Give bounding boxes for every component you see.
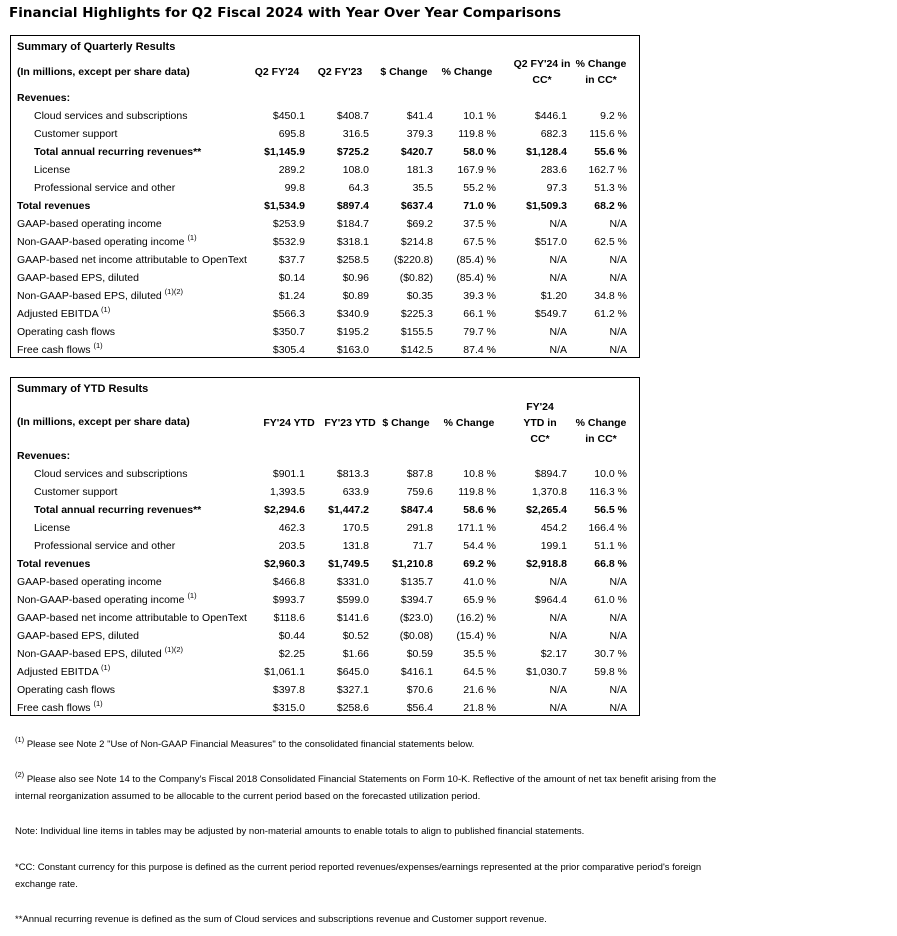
cell-cc-percent-change: 10.0 % [594,468,627,480]
row-label-text: Total annual recurring revenues** [34,146,202,158]
row-label [34,107,188,125]
cell-percent-change: 71.0 % [463,200,496,212]
cell-prior: $645.0 [336,666,369,678]
quarterly-header-col2: Q2 FY'23 [317,66,363,78]
footnote-1-marker: (1) [15,735,25,744]
cell-cc-value: 682.3 [540,128,567,140]
row-label [34,501,201,519]
footnote-reference: (1) [93,341,103,350]
cell-current: $2,960.3 [264,558,305,570]
cell-percent-change: 69.2 % [463,558,496,570]
cell-percent-change: (15.4) % [456,630,496,642]
ytd-revenues-heading-row [11,447,639,465]
cell-cc-percent-change: N/A [609,326,627,338]
cell-percent-change: 37.5 % [463,218,496,230]
cell-cc-percent-change: 61.2 % [594,308,627,320]
row-label [34,483,117,501]
cell-cc-percent-change: 62.5 % [594,236,627,248]
cell-dollar-change: $416.1 [400,666,433,678]
cell-cc-value: $517.0 [534,236,567,248]
cell-current: $0.14 [278,272,305,284]
quarterly-header-col4: % Change [441,66,493,78]
cell-dollar-change: $69.2 [406,218,433,230]
row-label-text: GAAP-based operating income [17,218,162,230]
cell-cc-value: 199.1 [540,540,567,552]
cell-percent-change: (85.4) % [456,254,496,266]
quarterly-revenues-label: Revenues: [17,92,71,104]
table-row [11,573,639,591]
cell-current: $1.24 [278,290,305,302]
cell-dollar-change: 379.3 [406,128,433,140]
table-row [11,197,639,215]
cell-cc-value: N/A [549,630,567,642]
cell-prior: $163.0 [336,344,369,356]
row-label-text: GAAP-based EPS, diluted [17,630,139,642]
row-label-text: Non-GAAP-based operating income [17,236,185,248]
quarterly-header-col5: Q2 FY'24 in CC* [513,58,571,86]
row-label-text: Operating cash flows [17,326,116,338]
cell-current: 695.8 [278,128,305,140]
cell-prior: 170.5 [342,522,369,534]
row-label [34,161,70,179]
table-row [11,465,639,483]
cell-percent-change: 58.6 % [463,504,496,516]
row-label-text: Operating cash flows [17,684,116,696]
cell-percent-change: 58.0 % [463,146,496,158]
cell-prior: $318.1 [336,236,369,248]
row-label [17,233,197,251]
cell-cc-percent-change: 61.0 % [594,594,627,606]
table-row [11,699,639,717]
table-row [11,305,639,323]
row-label-text: Adjusted EBITDA [17,308,99,320]
table-row [11,107,639,125]
table-row [11,483,639,501]
cell-dollar-change: $155.5 [400,326,433,338]
cell-cc-value: $2,918.8 [526,558,567,570]
cell-cc-value: $2,265.4 [526,504,567,516]
cell-cc-value: $2.17 [540,648,567,660]
row-label [17,251,247,269]
cell-dollar-change: ($220.8) [393,254,433,266]
cell-dollar-change: $394.7 [400,594,433,606]
cell-prior: 131.8 [342,540,369,552]
cell-prior: $408.7 [336,110,369,122]
cell-prior: $813.3 [336,468,369,480]
cell-cc-percent-change: 59.8 % [594,666,627,678]
cell-percent-change: 65.9 % [463,594,496,606]
row-label [17,323,115,341]
footnote-2-text: Please also see Note 14 to the Company's Fiscal 2018 Consolidated Financial Statements on Form 10-K. Reflective of the amount of net tax benefit arising from the internal reorganization assumed to be allocable to the current period based on the forecasted utilization period. [15,774,717,802]
cell-prior: $599.0 [336,594,369,606]
cell-cc-value: N/A [549,576,567,588]
row-label [17,287,183,305]
table-row [11,341,639,359]
cell-cc-percent-change: 66.8 % [594,558,627,570]
cell-dollar-change: $0.35 [406,290,433,302]
cell-cc-value: $1,509.3 [526,200,567,212]
row-label-text: License [34,164,71,176]
table-row [11,179,639,197]
row-label-text: Cloud services and subscriptions [34,468,188,480]
table-row [11,323,639,341]
cell-cc-percent-change: N/A [609,344,627,356]
cell-prior: 316.5 [342,128,369,140]
row-label-text: Free cash flows [17,344,91,356]
cell-cc-value: 283.6 [540,164,567,176]
cell-percent-change: 79.7 % [463,326,496,338]
cell-dollar-change: $1,210.8 [392,558,433,570]
cell-percent-change: 64.5 % [463,666,496,678]
ytd-revenues-label: Revenues: [17,450,71,462]
cell-cc-value: N/A [549,684,567,696]
footnote-reference: (1) [101,663,111,672]
footnote-2-marker: (2) [15,770,25,779]
cell-dollar-change: $70.6 [406,684,433,696]
table-row [11,125,639,143]
cell-dollar-change: $135.7 [400,576,433,588]
cell-percent-change: 119.8 % [458,486,496,498]
table-row [11,233,639,251]
row-label [34,143,201,161]
cell-cc-value: N/A [549,326,567,338]
cell-cc-percent-change: N/A [609,630,627,642]
cell-percent-change: 10.1 % [463,110,496,122]
ytd-header-col6: % Change in CC* [575,417,627,445]
cell-current: $466.8 [272,576,305,588]
cell-dollar-change: 71.7 [412,540,433,552]
row-label [17,555,90,573]
footnote-reference: (1) [93,699,103,708]
cell-cc-value: $964.4 [534,594,567,606]
row-label-text: Customer support [34,128,118,140]
cell-percent-change: 10.8 % [463,468,496,480]
ytd-header-col2: FY'23 YTD [324,417,376,429]
cell-cc-percent-change: N/A [609,272,627,284]
table-row [11,501,639,519]
cell-dollar-change: ($23.0) [399,612,433,624]
row-label-text: Total revenues [17,558,91,570]
cell-current: 289.2 [278,164,305,176]
row-label-text: License [34,522,71,534]
cell-cc-value: N/A [549,254,567,266]
cell-prior: $1.66 [342,648,369,660]
row-label [17,591,197,609]
row-label [17,573,162,591]
footnote-1 [15,736,735,753]
row-label [17,663,110,681]
cell-prior: $725.2 [336,146,369,158]
cell-percent-change: 66.1 % [463,308,496,320]
row-label-text: Customer support [34,486,118,498]
footnote-reference: (1) [187,233,197,242]
cell-percent-change: 119.8 % [458,128,496,140]
cell-cc-value: N/A [549,702,567,714]
cell-current: $993.7 [272,594,305,606]
footnote-2 [15,771,735,805]
cell-percent-change: 167.9 % [457,164,496,176]
cell-dollar-change: $225.3 [400,308,433,320]
cell-cc-percent-change: 115.6 % [589,128,627,140]
row-label [34,537,175,555]
row-label-text: Total revenues [17,200,91,212]
cell-current: $397.8 [272,684,305,696]
quarterly-header-col3: $ Change [380,66,428,78]
row-label-text: Non-GAAP-based EPS, diluted [17,290,162,302]
ytd-header-col1: FY'24 YTD [263,417,315,429]
table-row [11,269,639,287]
quarterly-header-col1: Q2 FY'24 [254,66,300,78]
cell-cc-value: $894.7 [534,468,567,480]
cell-cc-percent-change: 68.2 % [594,200,627,212]
row-label [17,197,90,215]
cell-cc-value: N/A [549,218,567,230]
cell-prior: $0.96 [342,272,369,284]
cell-cc-value: 454.2 [540,522,567,534]
row-label-text: Cloud services and subscriptions [34,110,188,122]
cell-current: 203.5 [278,540,305,552]
cell-dollar-change: $142.5 [400,344,433,356]
row-label-text: GAAP-based operating income [17,576,162,588]
cell-prior: $258.5 [336,254,369,266]
page-title: Financial Highlights for Q2 Fiscal 2024 with Year Over Year Comparisons [9,5,562,21]
table-row [11,519,639,537]
table-row [11,609,639,627]
row-label-text: Non-GAAP-based operating income [17,594,185,606]
table-row [11,287,639,305]
cell-dollar-change: $87.8 [406,468,433,480]
cell-dollar-change: $41.4 [406,110,433,122]
cell-current: $305.4 [272,344,305,356]
footnote-reference: (1) [101,305,111,314]
cell-prior: 64.3 [348,182,369,194]
cell-percent-change: 55.2 % [463,182,496,194]
cell-dollar-change: ($0.82) [399,272,433,284]
cell-cc-value: $446.1 [534,110,567,122]
cell-cc-percent-change: 56.5 % [594,504,627,516]
row-label [17,609,247,627]
ytd-units-label: (In millions, except per share data) [17,416,190,428]
footnote-reference: (1)(2) [164,287,184,296]
cell-cc-value: 97.3 [546,182,567,194]
cell-cc-value: 1,370.8 [531,486,567,498]
cell-current: $0.44 [278,630,305,642]
cell-prior: $897.4 [336,200,369,212]
row-label [17,215,162,233]
cell-current: 99.8 [284,182,305,194]
row-label-text: GAAP-based net income attributable to OpenText [17,254,247,266]
footnote-1-text: Please see Note 2 "Use of Non-GAAP Financial Measures" to the consolidated financial statements below. [26,739,475,750]
footnote-annual-recurring-revenue: **Annual recurring revenue is defined as the sum of Cloud services and subscriptions revenue and Customer support revenue. [15,914,547,925]
footnote-constant-currency: *CC: Constant currency for this purpose is defined as the current period reported revenues/expenses/earnings represented at the prior comparative period's foreign exchange rate. [15,862,702,890]
cell-current: $532.9 [272,236,305,248]
cell-current: $315.0 [272,702,305,714]
quarterly-header-col6: % Change in CC* [575,58,627,86]
row-label [17,269,139,287]
row-label [34,125,117,143]
ytd-header-col4: % Change [443,417,495,429]
cell-percent-change: 35.5 % [463,648,496,660]
cell-percent-change: 21.6 % [463,684,496,696]
cell-current: $37.7 [278,254,305,266]
row-label [34,465,188,483]
row-label-text: Professional service and other [34,182,176,194]
ytd-header-col5: FY'24 YTD in CC* [523,401,557,445]
cell-prior: $0.89 [342,290,369,302]
cell-percent-change: 21.8 % [463,702,496,714]
cell-current: $253.9 [272,218,305,230]
cell-cc-percent-change: N/A [609,684,627,696]
cell-current: 1,393.5 [269,486,305,498]
cell-current: $118.6 [273,612,305,624]
row-label [17,341,103,359]
footnote-reference: (1) [187,591,197,600]
cell-dollar-change: 291.8 [406,522,433,534]
cell-percent-change: 54.4 % [463,540,496,552]
cell-prior: $1,749.5 [328,558,369,570]
cell-dollar-change: 181.3 [406,164,433,176]
row-label [17,305,110,323]
cell-dollar-change: ($0.08) [399,630,433,642]
cell-percent-change: 67.5 % [463,236,496,248]
cell-dollar-change: $214.8 [400,236,433,248]
cell-dollar-change: $847.4 [400,504,433,516]
row-label [17,645,183,663]
cell-dollar-change: $637.4 [400,200,433,212]
row-label-text: Professional service and other [34,540,176,552]
cell-prior: $327.1 [336,684,369,696]
row-label [17,627,139,645]
cell-percent-change: (16.2) % [456,612,496,624]
cell-cc-percent-change: 166.4 % [588,522,627,534]
cell-cc-value: $1.20 [540,290,567,302]
table-row [11,663,639,681]
footnote-individual-items: Note: Individual line items in tables may be adjusted by non-material amounts to enable totals to align to published financial statements. [15,826,585,837]
footnote-reference: (1)(2) [164,645,184,654]
cell-current: $566.3 [272,308,305,320]
cell-prior: $340.9 [336,308,369,320]
cell-cc-percent-change: 51.3 % [594,182,627,194]
table-row [11,591,639,609]
ytd-header-col3: $ Change [382,417,430,429]
row-label-text: Adjusted EBITDA [17,666,99,678]
cell-cc-percent-change: N/A [609,218,627,230]
row-label [34,519,70,537]
quarterly-units-label: (In millions, except per share data) [17,66,190,78]
cell-dollar-change: $420.7 [400,146,433,158]
cell-dollar-change: $0.59 [406,648,433,660]
cell-current: $1,145.9 [264,146,305,158]
cell-prior: $141.6 [336,612,369,624]
table-row [11,215,639,233]
cell-cc-percent-change: N/A [609,254,627,266]
cell-prior: 108.0 [342,164,369,176]
cell-cc-percent-change: 9.2 % [600,110,627,122]
cell-cc-percent-change: 55.6 % [594,146,627,158]
cell-prior: $195.2 [336,326,369,338]
table-row [11,537,639,555]
table-row [11,645,639,663]
table-row [11,555,639,573]
table-row [11,251,639,269]
cell-cc-percent-change: N/A [609,702,627,714]
cell-prior: $0.52 [342,630,369,642]
cell-current: $2,294.6 [264,504,305,516]
cell-dollar-change: 759.6 [406,486,433,498]
cell-cc-value: $1,128.4 [526,146,567,158]
quarterly-revenues-heading-row [11,89,639,107]
cell-percent-change: 41.0 % [463,576,496,588]
row-label [34,179,175,197]
cell-percent-change: 171.1 % [457,522,496,534]
cell-cc-value: N/A [549,344,567,356]
cell-cc-value: N/A [549,612,567,624]
cell-dollar-change: 35.5 [412,182,433,194]
table-row [11,681,639,699]
cell-dollar-change: $56.4 [406,702,433,714]
cell-cc-percent-change: 162.7 % [588,164,627,176]
cell-prior: $1,447.2 [328,504,369,516]
row-label [17,699,103,717]
cell-percent-change: (85.4) % [456,272,496,284]
row-label [17,681,115,699]
cell-current: $1,534.9 [264,200,305,212]
row-label-text: Free cash flows [17,702,91,714]
cell-cc-value: $1,030.7 [526,666,567,678]
row-label-text: Non-GAAP-based EPS, diluted [17,648,162,660]
cell-percent-change: 39.3 % [463,290,496,302]
cell-cc-value: N/A [549,272,567,284]
cell-prior: $184.7 [336,218,369,230]
cell-percent-change: 87.4 % [463,344,496,356]
row-label-text: GAAP-based EPS, diluted [17,272,139,284]
ytd-results-table [10,377,640,716]
cell-current: $350.7 [272,326,305,338]
row-label-text: Total annual recurring revenues** [34,504,202,516]
row-label-text: GAAP-based net income attributable to OpenText [17,612,247,624]
cell-cc-percent-change: 30.7 % [594,648,627,660]
ytd-table-title: Summary of YTD Results [17,383,149,395]
cell-current: $901.1 [272,468,305,480]
cell-cc-percent-change: 51.1 % [594,540,627,552]
cell-current: 462.3 [278,522,305,534]
cell-current: $2.25 [278,648,305,660]
table-row [11,161,639,179]
cell-prior: $331.0 [336,576,369,588]
cell-cc-percent-change: N/A [609,576,627,588]
table-row [11,143,639,161]
cell-cc-percent-change: N/A [609,612,627,624]
cell-current: $450.1 [272,110,305,122]
cell-cc-percent-change: 34.8 % [594,290,627,302]
quarterly-table-title: Summary of Quarterly Results [17,41,176,53]
cell-prior: $258.6 [336,702,369,714]
table-row [11,627,639,645]
cell-cc-percent-change: 116.3 % [589,486,627,498]
cell-prior: 633.9 [342,486,369,498]
cell-cc-value: $549.7 [534,308,567,320]
quarterly-results-table [10,35,640,358]
cell-current: $1,061.1 [264,666,305,678]
